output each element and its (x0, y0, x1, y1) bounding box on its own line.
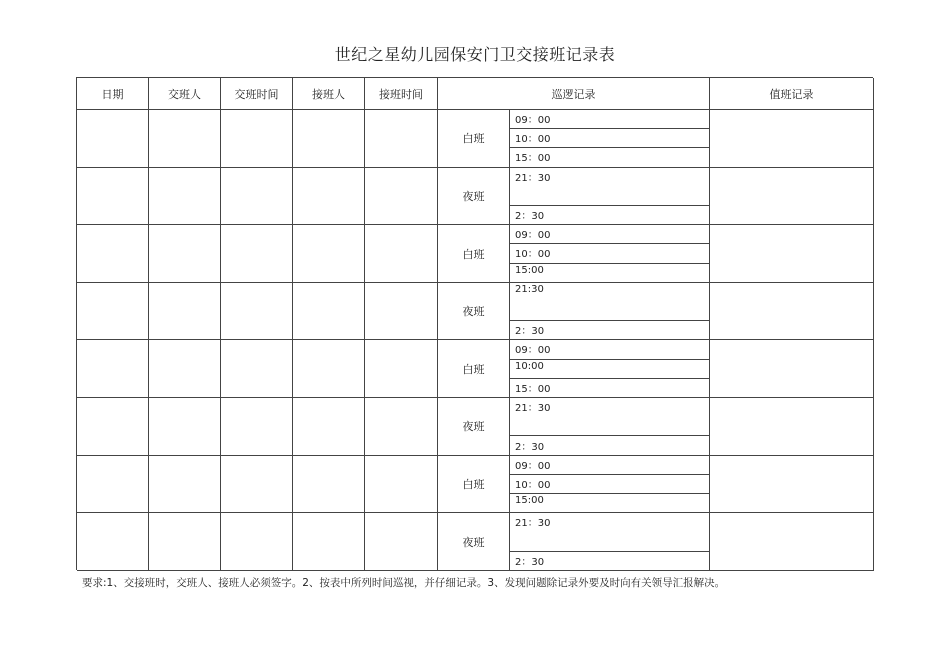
handover-time-cell[interactable] (221, 168, 293, 226)
receive-time-cell[interactable] (365, 110, 438, 168)
handover-person-cell[interactable] (149, 283, 221, 341)
date-cell[interactable] (77, 110, 149, 168)
receiver-cell[interactable] (293, 513, 365, 571)
duty-record-cell[interactable] (710, 398, 874, 456)
header-handover-person: 交班人 (149, 78, 221, 110)
patrol-time-slot[interactable]: 10:00 (510, 360, 710, 379)
date-cell[interactable] (77, 398, 149, 456)
patrol-time-slot[interactable]: 10：00 (510, 244, 710, 263)
patrol-time-slot[interactable]: 10：00 (510, 129, 710, 148)
shift-label: 白班 (438, 340, 510, 398)
receive-time-cell[interactable] (365, 456, 438, 514)
handover-time-cell[interactable] (221, 513, 293, 571)
receive-time-cell[interactable] (365, 168, 438, 226)
patrol-time-slot[interactable]: 15：00 (510, 148, 710, 167)
handover-log-table (76, 77, 873, 570)
date-cell[interactable] (77, 168, 149, 226)
requirements-note: 要求:1、交接班时，交班人、接班人必须签字。2、按表中所列时间巡视，并仔细记录。3、发现问题除记录外要及时向有关领导汇报解决。 (82, 577, 726, 589)
header-duty-record: 值班记录 (710, 78, 874, 110)
patrol-time-slot[interactable]: 21：30 (510, 398, 710, 436)
duty-record-cell[interactable] (710, 456, 874, 514)
page-title: 世纪之星幼儿园保安门卫交接班记录表 (334, 45, 616, 64)
patrol-time-slot[interactable]: 15：00 (510, 379, 710, 398)
shift-label: 夜班 (438, 168, 510, 226)
duty-record-cell[interactable] (710, 110, 874, 168)
date-cell[interactable] (77, 283, 149, 341)
handover-time-cell[interactable] (221, 340, 293, 398)
handover-person-cell[interactable] (149, 168, 221, 226)
receiver-cell[interactable] (293, 225, 365, 283)
shift-label: 白班 (438, 225, 510, 283)
patrol-time-slot[interactable]: 10：00 (510, 475, 710, 494)
patrol-time-slot[interactable]: 2：30 (510, 206, 710, 225)
header-patrol-record: 巡逻记录 (438, 78, 710, 110)
handover-person-cell[interactable] (149, 398, 221, 456)
handover-time-cell[interactable] (221, 110, 293, 168)
duty-record-cell[interactable] (710, 283, 874, 341)
shift-label: 夜班 (438, 283, 510, 341)
header-date: 日期 (77, 78, 149, 110)
patrol-time-slot[interactable]: 15:00 (510, 494, 710, 513)
header-handover-time: 交班时间 (221, 78, 293, 110)
patrol-time-slot[interactable]: 21：30 (510, 168, 710, 206)
patrol-time-slot[interactable]: 09：00 (510, 110, 710, 129)
date-cell[interactable] (77, 225, 149, 283)
receiver-cell[interactable] (293, 340, 365, 398)
duty-record-cell[interactable] (710, 225, 874, 283)
receiver-cell[interactable] (293, 456, 365, 514)
shift-label: 夜班 (438, 513, 510, 571)
receiver-cell[interactable] (293, 110, 365, 168)
shift-label: 夜班 (438, 398, 510, 456)
handover-person-cell[interactable] (149, 225, 221, 283)
handover-person-cell[interactable] (149, 513, 221, 571)
shift-label: 白班 (438, 110, 510, 168)
patrol-time-slot[interactable]: 2：30 (510, 552, 710, 571)
receive-time-cell[interactable] (365, 340, 438, 398)
receive-time-cell[interactable] (365, 283, 438, 341)
receiver-cell[interactable] (293, 283, 365, 341)
receiver-cell[interactable] (293, 398, 365, 456)
receive-time-cell[interactable] (365, 225, 438, 283)
patrol-time-slot[interactable]: 09：00 (510, 225, 710, 244)
patrol-time-slot[interactable]: 15:00 (510, 264, 710, 283)
handover-time-cell[interactable] (221, 225, 293, 283)
handover-person-cell[interactable] (149, 110, 221, 168)
receiver-cell[interactable] (293, 168, 365, 226)
duty-record-cell[interactable] (710, 513, 874, 571)
patrol-time-slot[interactable]: 21：30 (510, 513, 710, 551)
handover-person-cell[interactable] (149, 456, 221, 514)
date-cell[interactable] (77, 340, 149, 398)
patrol-time-slot[interactable]: 21:30 (510, 283, 710, 321)
handover-time-cell[interactable] (221, 283, 293, 341)
duty-record-cell[interactable] (710, 168, 874, 226)
handover-person-cell[interactable] (149, 340, 221, 398)
duty-record-cell[interactable] (710, 340, 874, 398)
patrol-time-slot[interactable]: 09：00 (510, 340, 710, 359)
date-cell[interactable] (77, 456, 149, 514)
patrol-time-slot[interactable]: 09：00 (510, 456, 710, 475)
date-cell[interactable] (77, 513, 149, 571)
receive-time-cell[interactable] (365, 513, 438, 571)
patrol-time-slot[interactable]: 2：30 (510, 436, 710, 455)
header-receiver: 接班人 (293, 78, 365, 110)
receive-time-cell[interactable] (365, 398, 438, 456)
header-receive-time: 接班时间 (365, 78, 438, 110)
patrol-time-slot[interactable]: 2：30 (510, 321, 710, 340)
handover-time-cell[interactable] (221, 398, 293, 456)
handover-time-cell[interactable] (221, 456, 293, 514)
shift-label: 白班 (438, 456, 510, 514)
